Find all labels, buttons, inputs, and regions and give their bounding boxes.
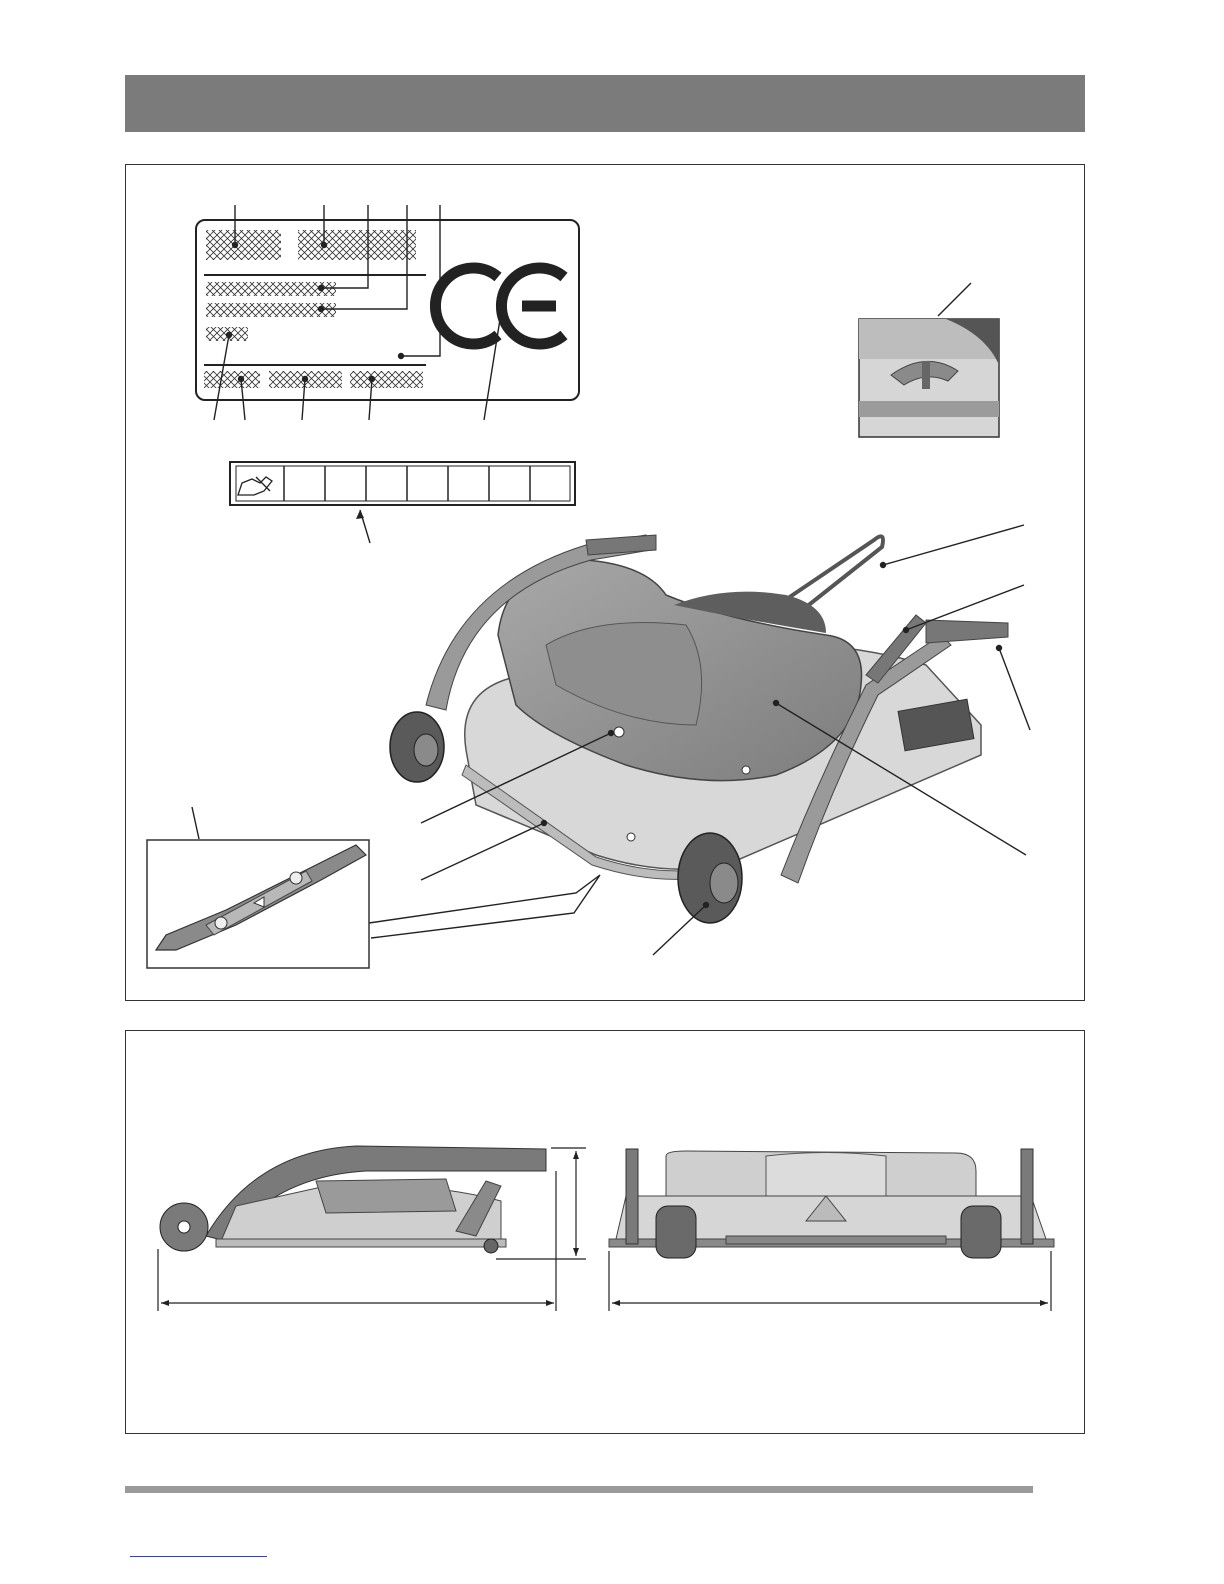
plate-field-model — [206, 230, 281, 260]
plate-field-4 — [204, 371, 260, 388]
plate-field-1 — [206, 282, 336, 296]
plate-field-type — [298, 230, 416, 260]
plate-field-6 — [350, 371, 423, 388]
plate-field-2 — [206, 303, 336, 317]
rating-plate — [196, 205, 579, 420]
mower-deck-figure — [126, 165, 1086, 1002]
serial-number-field — [230, 462, 575, 543]
footer-bar — [125, 1486, 1033, 1493]
page-header-bar — [125, 75, 1085, 132]
main-figure-panel — [125, 164, 1085, 1001]
dimension-views — [126, 1031, 1086, 1435]
mower-deck — [390, 535, 1008, 923]
blade-detail-inset — [147, 840, 369, 968]
front-view — [609, 1149, 1054, 1311]
dimensions-figure-panel — [125, 1030, 1085, 1434]
side-view — [158, 1146, 586, 1311]
detail-inset-photo — [859, 283, 999, 437]
footer-link-underline[interactable] — [130, 1556, 267, 1557]
